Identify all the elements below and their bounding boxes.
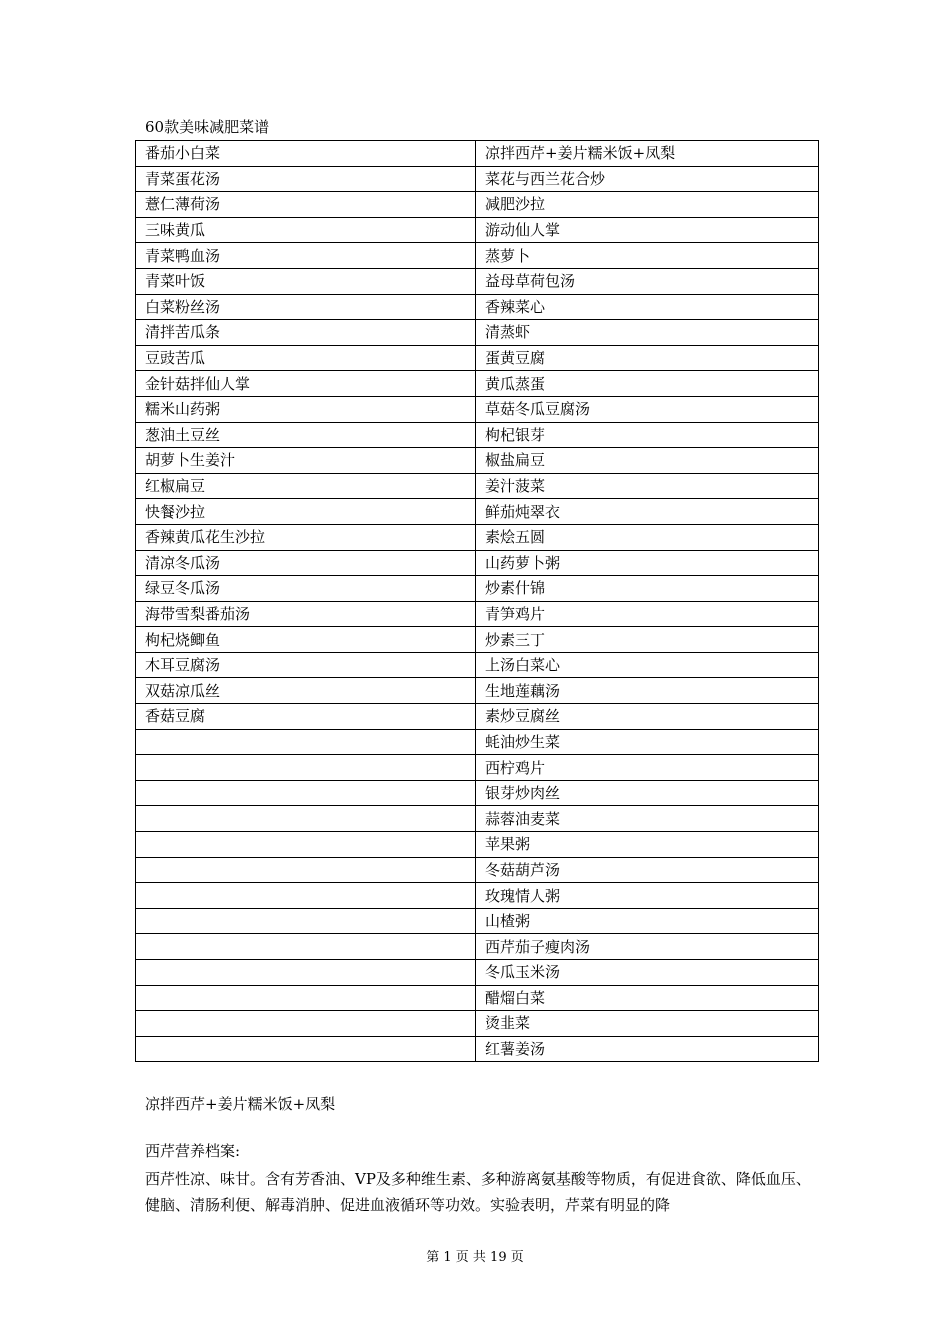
table-cell-right: 山药萝卜粥	[476, 550, 819, 576]
table-cell-right: 游动仙人掌	[476, 217, 819, 243]
table-row	[136, 832, 819, 858]
table-row	[136, 524, 819, 550]
table-cell-left: 清拌苦瓜条	[136, 320, 476, 346]
table-row	[136, 576, 819, 602]
table-cell-left: 香辣黄瓜花生沙拉	[136, 524, 476, 550]
table-cell-right: 素烩五圆	[476, 524, 819, 550]
table-cell-right: 蚝油炒生菜	[476, 729, 819, 755]
table-cell-left: 快餐沙拉	[136, 499, 476, 525]
table-cell-left	[136, 857, 476, 883]
table-row	[136, 780, 819, 806]
table-cell-left	[136, 960, 476, 986]
table-cell-left	[136, 1011, 476, 1037]
table-cell-left	[136, 1036, 476, 1062]
table-cell-right: 烫韭菜	[476, 1011, 819, 1037]
table-cell-left: 三味黄瓜	[136, 217, 476, 243]
table-row	[136, 141, 819, 167]
table-cell-left	[136, 806, 476, 832]
table-row	[136, 985, 819, 1011]
table-cell-left: 枸杞烧鲫鱼	[136, 627, 476, 653]
table-cell-left: 豆豉苦瓜	[136, 345, 476, 371]
table-row	[136, 320, 819, 346]
table-cell-left: 青菜蛋花汤	[136, 166, 476, 192]
table-cell-right: 青笋鸡片	[476, 601, 819, 627]
table-cell-left: 糯米山药粥	[136, 396, 476, 422]
table-row	[136, 1036, 819, 1062]
table-cell-right: 清蒸虾	[476, 320, 819, 346]
recipe-table-body	[136, 141, 819, 1062]
table-cell-right: 上汤白菜心	[476, 652, 819, 678]
table-cell-right: 蛋黄豆腐	[476, 345, 819, 371]
table-cell-left	[136, 908, 476, 934]
table-cell-right: 红薯姜汤	[476, 1036, 819, 1062]
nutrition-heading: 西芹营养档案:	[145, 1142, 241, 1160]
table-row	[136, 422, 819, 448]
table-cell-left: 双菇凉瓜丝	[136, 678, 476, 704]
document-title: 60款美味减肥菜谱	[145, 118, 270, 136]
table-cell-right: 鲜茄炖翠衣	[476, 499, 819, 525]
table-cell-left	[136, 985, 476, 1011]
table-row	[136, 678, 819, 704]
table-row	[136, 243, 819, 269]
page-footer: 第 1 页 共 19 页	[426, 1250, 524, 1265]
table-row	[136, 755, 819, 781]
table-cell-left: 薏仁薄荷汤	[136, 192, 476, 218]
table-cell-right: 苹果粥	[476, 832, 819, 858]
table-row	[136, 396, 819, 422]
table-cell-left: 番茄小白菜	[136, 141, 476, 167]
table-cell-left	[136, 729, 476, 755]
table-cell-right: 椒盐扁豆	[476, 448, 819, 474]
table-row	[136, 883, 819, 909]
table-cell-left	[136, 755, 476, 781]
table-row	[136, 550, 819, 576]
table-row	[136, 345, 819, 371]
table-cell-right: 蒸萝卜	[476, 243, 819, 269]
table-cell-right: 益母草荷包汤	[476, 268, 819, 294]
table-cell-right: 炒素三丁	[476, 627, 819, 653]
table-row	[136, 448, 819, 474]
table-row	[136, 192, 819, 218]
table-cell-right: 西柠鸡片	[476, 755, 819, 781]
table-cell-right: 玫瑰情人粥	[476, 883, 819, 909]
table-row	[136, 704, 819, 730]
table-cell-right: 生地莲藕汤	[476, 678, 819, 704]
table-cell-left: 绿豆冬瓜汤	[136, 576, 476, 602]
table-cell-left: 青菜叶饭	[136, 268, 476, 294]
table-cell-right: 银芽炒肉丝	[476, 780, 819, 806]
recipe-heading: 凉拌西芹+姜片糯米饭+凤梨	[145, 1095, 336, 1113]
table-row	[136, 499, 819, 525]
table-cell-left: 木耳豆腐汤	[136, 652, 476, 678]
table-cell-right: 凉拌西芹+姜片糯米饭+凤梨	[476, 141, 819, 167]
table-cell-left: 金针菇拌仙人掌	[136, 371, 476, 397]
table-row	[136, 729, 819, 755]
table-cell-right: 西芹茄子瘦肉汤	[476, 934, 819, 960]
table-row	[136, 371, 819, 397]
table-row	[136, 217, 819, 243]
table-cell-left	[136, 883, 476, 909]
table-row	[136, 908, 819, 934]
table-cell-right: 草菇冬瓜豆腐汤	[476, 396, 819, 422]
table-row	[136, 857, 819, 883]
table-cell-right: 炒素什锦	[476, 576, 819, 602]
table-cell-right: 蒜蓉油麦菜	[476, 806, 819, 832]
table-cell-left: 红椒扁豆	[136, 473, 476, 499]
table-cell-right: 菜花与西兰花合炒	[476, 166, 819, 192]
table-row	[136, 934, 819, 960]
table-row	[136, 960, 819, 986]
nutrition-body: 西芹性凉、味甘。含有芳香油、VP及多种维生素、多种游离氨基酸等物质，有促进食欲、降低血压、健脑、清肠利便、解毒消肿、促进血液循环等功效。实验表明，芹菜有明显的降	[145, 1170, 811, 1214]
table-cell-right: 山楂粥	[476, 908, 819, 934]
table-cell-right: 冬菇葫芦汤	[476, 857, 819, 883]
table-cell-right: 姜汁菠菜	[476, 473, 819, 499]
table-cell-left: 胡萝卜生姜汁	[136, 448, 476, 474]
table-cell-right: 减肥沙拉	[476, 192, 819, 218]
table-cell-left: 海带雪梨番茄汤	[136, 601, 476, 627]
table-cell-left: 葱油土豆丝	[136, 422, 476, 448]
table-cell-left: 香菇豆腐	[136, 704, 476, 730]
table-cell-right: 素炒豆腐丝	[476, 704, 819, 730]
table-row	[136, 601, 819, 627]
table-row	[136, 627, 819, 653]
table-cell-left: 白菜粉丝汤	[136, 294, 476, 320]
table-cell-left: 青菜鸭血汤	[136, 243, 476, 269]
table-cell-left	[136, 780, 476, 806]
table-row	[136, 166, 819, 192]
table-row	[136, 268, 819, 294]
recipe-table	[135, 140, 819, 1062]
table-row	[136, 652, 819, 678]
table-cell-right: 香辣菜心	[476, 294, 819, 320]
table-row	[136, 473, 819, 499]
table-cell-right: 枸杞银芽	[476, 422, 819, 448]
table-row	[136, 806, 819, 832]
table-cell-right: 冬瓜玉米汤	[476, 960, 819, 986]
table-cell-right: 醋熘白菜	[476, 985, 819, 1011]
table-row	[136, 294, 819, 320]
table-cell-left	[136, 934, 476, 960]
table-cell-left: 清凉冬瓜汤	[136, 550, 476, 576]
table-cell-right: 黄瓜蒸蛋	[476, 371, 819, 397]
table-cell-left	[136, 832, 476, 858]
table-row	[136, 1011, 819, 1037]
